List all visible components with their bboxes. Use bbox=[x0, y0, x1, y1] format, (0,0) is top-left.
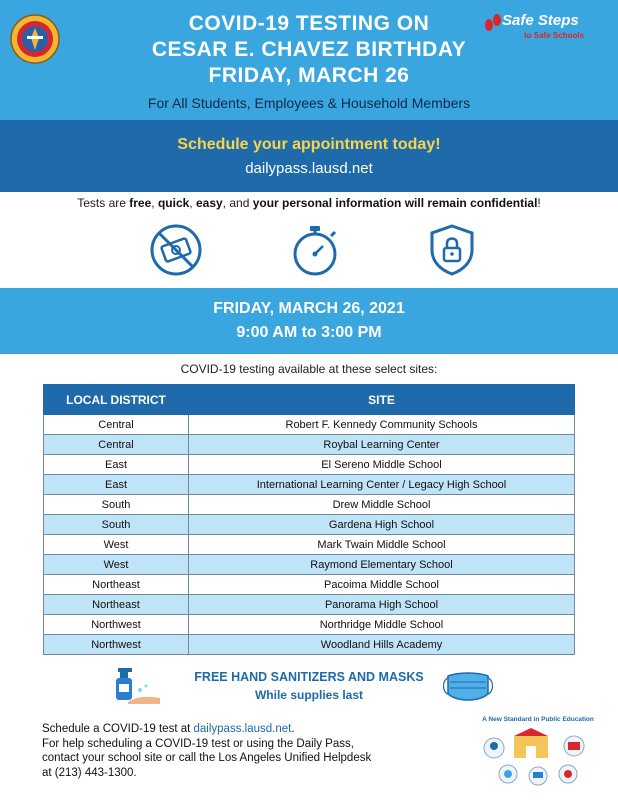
tests-description bbox=[0, 196, 618, 210]
district-cell: East bbox=[44, 455, 189, 475]
district-cell: Northwest bbox=[44, 615, 189, 635]
table-row bbox=[44, 555, 575, 575]
title-line-1: COVID-19 TESTING ON bbox=[188, 12, 430, 35]
event-time: 9:00 AM to 3:00 PM bbox=[236, 324, 382, 341]
footer-line-1 bbox=[42, 722, 442, 737]
footer-text bbox=[42, 722, 442, 780]
header-site: SITE bbox=[189, 385, 575, 415]
table-row bbox=[44, 535, 575, 555]
table-row bbox=[44, 595, 575, 615]
site-cell: El Sereno Middle School bbox=[189, 455, 575, 475]
brand-sub: to Safe Schools bbox=[524, 31, 585, 40]
district-cell: West bbox=[44, 555, 189, 575]
sites-table bbox=[43, 384, 575, 655]
district-cell: Northeast bbox=[44, 595, 189, 615]
district-cell: West bbox=[44, 535, 189, 555]
footer-suffix: . bbox=[291, 723, 295, 735]
tests-prefix: Tests are bbox=[77, 196, 130, 210]
district-cell: Central bbox=[44, 435, 189, 455]
tests-easy: easy bbox=[195, 196, 223, 210]
date-band bbox=[0, 288, 618, 354]
cta-text: Schedule your appointment today! bbox=[177, 136, 441, 153]
footer-prefix: Schedule a COVID-19 test at bbox=[42, 723, 194, 735]
stopwatch-icon bbox=[287, 222, 343, 278]
tests-sep3: , and bbox=[222, 196, 253, 210]
footer-line-3: contact your school site or call the Los Angeles Unified Helpdesk bbox=[42, 752, 372, 764]
cta-url-link[interactable]: dailypass.lausd.net bbox=[245, 160, 373, 177]
table-row bbox=[44, 635, 575, 655]
tests-suffix: ! bbox=[537, 196, 541, 210]
free-items-subtitle: While supplies last bbox=[254, 688, 364, 702]
tests-quick: quick bbox=[157, 196, 190, 210]
site-cell: Panorama High School bbox=[189, 595, 575, 615]
security-lock-icon bbox=[424, 222, 480, 278]
title-line-2: CESAR E. CHAVEZ BIRTHDAY bbox=[151, 38, 467, 61]
header-subtitle: For All Students, Employees & Household Members bbox=[147, 95, 471, 111]
cta-band bbox=[0, 120, 618, 192]
district-cell: Northwest bbox=[44, 635, 189, 655]
site-cell: Drew Middle School bbox=[189, 495, 575, 515]
table-row bbox=[44, 515, 575, 535]
site-cell: Pacoima Middle School bbox=[189, 575, 575, 595]
money-free-icon bbox=[148, 222, 204, 278]
title-line-3: FRIDAY, MARCH 26 bbox=[208, 64, 410, 87]
free-items-title: FREE HAND SANITIZERS AND MASKS bbox=[194, 670, 424, 684]
tests-confidential: your personal information will remain confidential bbox=[252, 196, 538, 210]
availability-text: COVID-19 testing available at these select sites: bbox=[180, 362, 438, 376]
site-cell: Woodland Hills Academy bbox=[189, 635, 575, 655]
site-cell: Robert F. Kennedy Community Schools bbox=[189, 415, 575, 435]
tests-sep1: , bbox=[151, 196, 158, 210]
face-mask-icon bbox=[440, 666, 496, 706]
site-cell: Mark Twain Middle School bbox=[189, 535, 575, 555]
tests-free: free bbox=[129, 196, 152, 210]
site-cell: Northridge Middle School bbox=[189, 615, 575, 635]
standard-caption: A New Standard in Public Education bbox=[482, 716, 594, 723]
site-cell: Gardena High School bbox=[189, 515, 575, 535]
table-row bbox=[44, 575, 575, 595]
district-cell: East bbox=[44, 475, 189, 495]
district-cell: South bbox=[44, 495, 189, 515]
brand-main: Safe Steps bbox=[502, 12, 579, 29]
district-cell: South bbox=[44, 515, 189, 535]
footer-line-4: at (213) 443-1300. bbox=[42, 766, 137, 779]
table-row bbox=[44, 615, 575, 635]
district-cell: Central bbox=[44, 415, 189, 435]
initiative-badges-icon bbox=[478, 726, 598, 786]
table-row bbox=[44, 495, 575, 515]
site-cell: International Learning Center / Legacy High School bbox=[189, 475, 575, 495]
table-header-row bbox=[44, 385, 575, 415]
header-local-district: LOCAL DISTRICT bbox=[44, 385, 189, 415]
site-cell: Roybal Learning Center bbox=[189, 435, 575, 455]
table-row bbox=[44, 435, 575, 455]
district-cell: Northeast bbox=[44, 575, 189, 595]
event-date: FRIDAY, MARCH 26, 2021 bbox=[213, 300, 405, 317]
tests-sep2: , bbox=[189, 196, 196, 210]
site-cell: Raymond Elementary School bbox=[189, 555, 575, 575]
footer-dailypass-link[interactable]: dailypass.lausd.net bbox=[193, 723, 292, 735]
table-row bbox=[44, 475, 575, 495]
footer-line-2: For help scheduling a COVID-19 test or using the Daily Pass, bbox=[42, 737, 354, 750]
table-row bbox=[44, 415, 575, 435]
table-row bbox=[44, 455, 575, 475]
